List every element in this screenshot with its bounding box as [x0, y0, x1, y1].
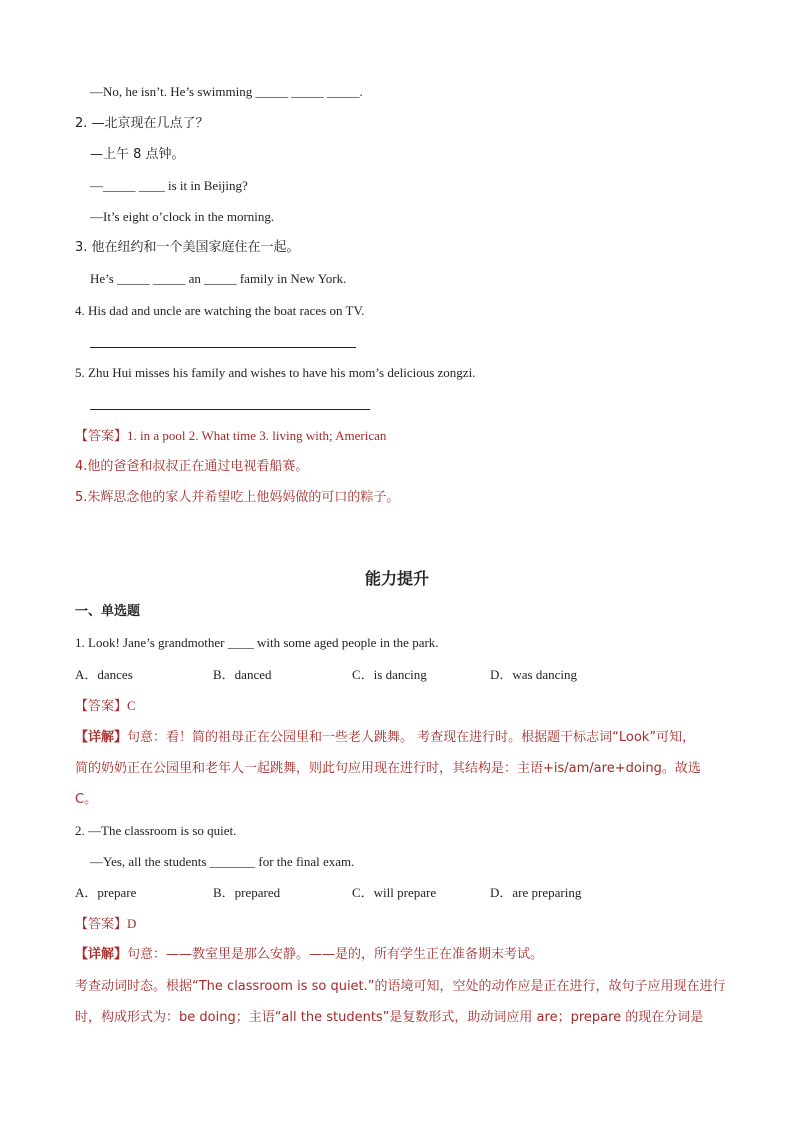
q5-sentence: 5. Zhu Hui misses his family and wishes to have his mom’s delicious zongzi.: [75, 365, 476, 380]
q3-cn-question: [75, 239, 300, 257]
mcq1-detail-1: [75, 729, 695, 747]
q3-cn-text: 他在纽约和一个美国家庭住在一起。: [91, 240, 300, 255]
mcq2-stem-1: 2. —The classroom is so quiet.: [75, 823, 237, 838]
mcq1-option-a: A．dances: [75, 667, 133, 682]
q2-cn-question: [75, 115, 209, 133]
mcq1-detail-3: C。: [75, 792, 98, 807]
mcq1-answer: [75, 697, 136, 716]
answer-4: 4.他的爸爸和叔叔正在通过电视看船赛。: [75, 459, 309, 474]
mcq2-option-c: C．will prepare: [352, 885, 437, 900]
q3-en-blank: He’s _____ _____ an _____ family in New York.: [90, 271, 347, 286]
mcq2-answer-value: D: [127, 916, 137, 931]
mcq2-stem-2: —Yes, all the students _______ for the final exam.: [90, 854, 355, 869]
mcq2-option-d: D．are preparing: [490, 885, 582, 900]
q4-sentence: 4. His dad and uncle are watching the boat races on TV.: [75, 303, 365, 318]
q2-number: 2.: [75, 116, 92, 131]
answer-label: 【答案】: [75, 429, 128, 444]
mcq2-detail-label: 【详解】: [75, 947, 128, 962]
q4-answer-rule: [90, 347, 356, 348]
mcq1-option-d: D．was dancing: [490, 667, 578, 682]
mcq1-option-c: C．is dancing: [352, 667, 427, 682]
mcq1-detail-text-1: 句意：看！简的祖母正在公园里和一些老人跳舞。 考查现在进行时。根据题干标志词“Look”可知，: [127, 730, 696, 745]
mcq1-answer-label: 【答案】: [75, 699, 128, 714]
mcq1-detail-label: 【详解】: [75, 730, 128, 745]
mcq2-option-a: A．prepare: [75, 885, 137, 900]
section-subtitle: 一、单选题: [75, 604, 141, 619]
q2-cn-text: —北京现在几点了？: [91, 116, 209, 131]
answer-text: 1. in a pool 2. What time 3. living with; American: [127, 428, 387, 443]
answer-5: 5.朱辉思念他的家人并希望吃上他妈妈做的可口的粽子。: [75, 490, 400, 505]
part1-answer: [75, 427, 386, 446]
mcq2-detail-3: 时，构成形式为：be doing；主语“all the students”是复数形式，助动词应用 are；prepare 的现在分词是: [75, 1010, 704, 1025]
mcq1-answer-value: C: [127, 698, 136, 713]
q3-number: 3.: [75, 240, 92, 255]
mcq2-detail-2: 考查动词时态。根据“The classroom is so quiet.”的语境可知，空处的动作应是正在进行，故句子应用现在进行: [75, 979, 726, 994]
mcq2-answer-label: 【答案】: [75, 917, 128, 932]
mcq1-option-b: B．danced: [213, 667, 272, 682]
mcq1-stem: 1. Look! Jane’s grandmother ____ with some aged people in the park.: [75, 635, 439, 650]
mcq2-detail-1: [75, 946, 543, 964]
q2-en-answer: —It’s eight o’clock in the morning.: [90, 209, 275, 224]
mcq2-detail-text-1: 句意：——教室里是那么安静。——是的，所有学生正在准备期末考试。: [127, 947, 544, 962]
mcq1-detail-2: 简的奶奶正在公园里和老年人一起跳舞，则此句应用现在进行时，其结构是：主语+is/am/are+doing。故选: [75, 761, 701, 776]
q5-answer-rule: [90, 409, 370, 410]
q2-en-question: —_____ ____ is it in Beijing?: [90, 178, 248, 193]
q1-answer-line: —No, he isn’t. He’s swimming _____ _____ _____.: [90, 84, 363, 99]
mcq2-answer: [75, 915, 136, 934]
q2-cn-answer: —上午 8 点钟。: [90, 147, 185, 162]
mcq2-option-b: B．prepared: [213, 885, 281, 900]
section-title: 能力提升: [364, 569, 429, 588]
